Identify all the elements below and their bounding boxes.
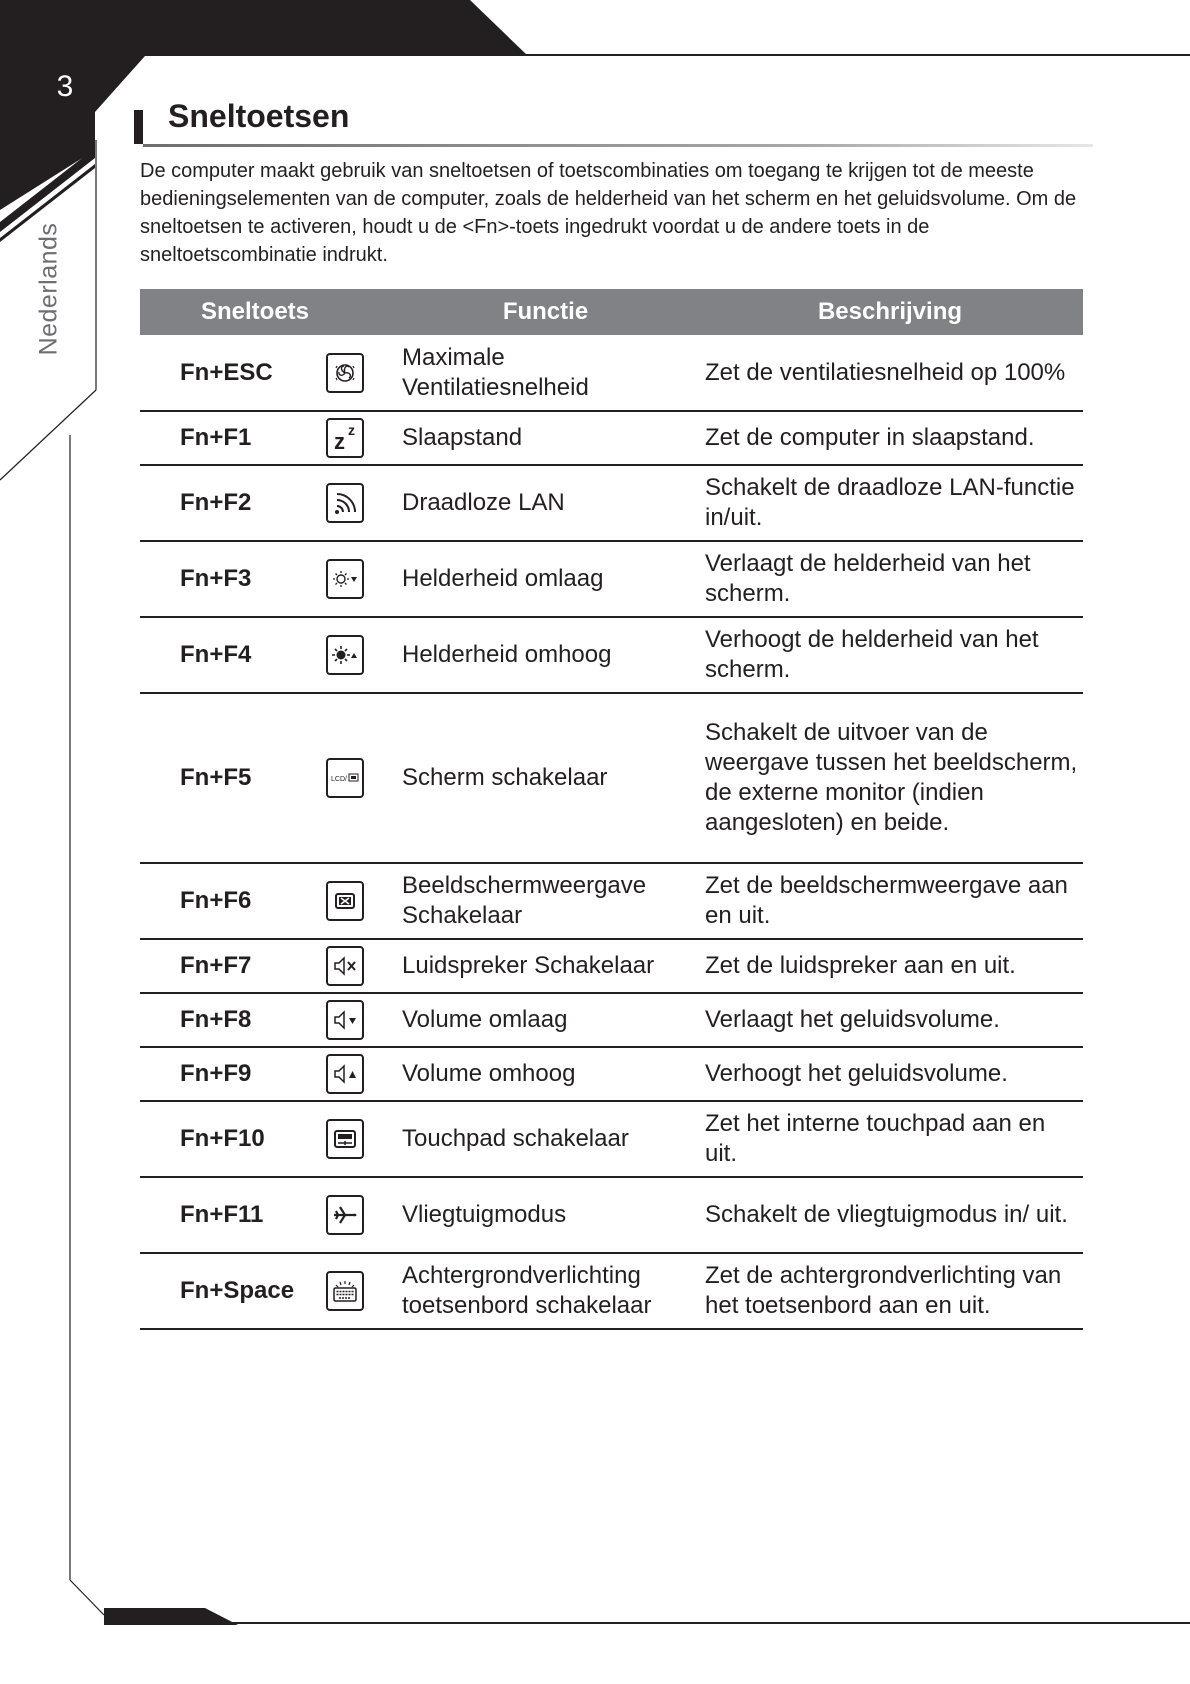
svg-text:z: z [334,429,345,454]
hotkey-cell: Fn+F3 [140,541,320,617]
brightness-up-icon [326,635,364,675]
touchpad-icon [326,1119,364,1159]
display-switch-icon [326,758,364,798]
table-row [140,939,1083,993]
function-cell: Volume omlaag [394,993,697,1047]
hotkey-cell: Fn+F11 [140,1177,320,1253]
function-cell: Slaapstand [394,411,697,465]
function-cell: Touchpad schakelaar [394,1101,697,1177]
header-function: Functie [394,289,697,335]
table-body [140,335,1083,1329]
hotkey-cell: Fn+F6 [140,863,320,939]
hotkey-cell: Fn+F10 [140,1101,320,1177]
description-cell: Zet de beeldschermweergave aan en uit. [697,863,1083,939]
description-cell: Zet de luidspreker aan en uit. [697,939,1083,993]
description-cell: Schakelt de draadloze LAN-functie in/uit. [697,465,1083,541]
function-cell: Volume omhoog [394,1047,697,1101]
hotkey-cell: Fn+F5 [140,693,320,863]
sleep-icon [326,418,364,458]
table-row [140,693,1083,863]
side-diagonal [0,390,96,480]
function-cell: Achtergrondverlichting toetsenbord schakelaar [394,1253,697,1329]
heading-marker [134,110,143,144]
table-row [140,465,1083,541]
keyboard-backlight-icon [326,1271,364,1311]
fan-icon [326,353,364,393]
hotkey-cell: Fn+F1 [140,411,320,465]
table-row [140,1177,1083,1253]
brightness-down-icon [326,559,364,599]
table-header-row [140,289,1083,335]
hotkey-table [140,289,1083,1330]
description-cell: Zet de achtergrondverlichting van het toetsenbord aan en uit. [697,1253,1083,1329]
bottom-diagonal [70,1580,104,1615]
hotkey-cell: Fn+F2 [140,465,320,541]
table-row [140,335,1083,411]
function-cell: Luidspreker Schakelaar [394,939,697,993]
volume-down-icon [326,1000,364,1040]
description-cell: Verlaagt het geluidsvolume. [697,993,1083,1047]
hotkey-cell: Fn+F8 [140,993,320,1047]
hotkey-cell: Fn+ESC [140,335,320,411]
hotkey-cell: Fn+Space [140,1253,320,1329]
airplane-icon [326,1195,364,1235]
section-heading [134,96,1094,148]
table-row [140,411,1083,465]
function-cell: Vliegtuigmodus [394,1177,697,1253]
description-cell: Verhoogt de helderheid van het scherm. [697,617,1083,693]
description-cell: Schakelt de uitvoer van de weergave tussen het beeldscherm, de externe monitor (indien aangesloten) en beide. [697,693,1083,863]
function-cell: Beeldschermweergave Schakelaar [394,863,697,939]
table-row [140,863,1083,939]
header-hotkey: Sneltoets [140,289,320,335]
function-cell: Scherm schakelaar [394,693,697,863]
function-cell: Helderheid omlaag [394,541,697,617]
description-cell: Zet de ventilatiesnelheid op 100% [697,335,1083,411]
function-cell: Draadloze LAN [394,465,697,541]
heading-underline [143,144,1093,147]
speaker-mute-icon [326,946,364,986]
description-cell: Verlaagt de helderheid van het scherm. [697,541,1083,617]
function-cell: Helderheid omhoog [394,617,697,693]
table-row [140,993,1083,1047]
table-row [140,1047,1083,1101]
page-title: Sneltoetsen [168,98,350,134]
wireless-icon [326,483,364,523]
svg-text:LCD/: LCD/ [331,776,347,783]
description-cell: Schakelt de vliegtuigmodus in/ uit. [697,1177,1083,1253]
volume-up-icon [326,1054,364,1094]
description-cell: Zet de computer in slaapstand. [697,411,1083,465]
table-row [140,541,1083,617]
hotkey-cell: Fn+F4 [140,617,320,693]
screen-off-icon [326,881,364,921]
header-description: Beschrijving [697,289,1083,335]
hotkey-cell: Fn+F7 [140,939,320,993]
table-row [140,1253,1083,1329]
page-number: 3 [56,70,74,103]
svg-text:z: z [348,422,355,438]
table-row [140,617,1083,693]
header-icon [320,289,394,335]
hotkey-cell: Fn+F9 [140,1047,320,1101]
function-cell: Maximale Ventilatiesnelheid [394,335,697,411]
intro-paragraph: De computer maakt gebruik van sneltoetsen of toetscombinaties om toegang te krijgen tot de meeste bedieningselementen van de computer, zoals de helderheid van het scherm en het geluidsvolume. Om de sneltoetsen te activeren, houdt u de <Fn>-toets ingedrukt voordat u de andere toets in de sneltoetscombinatie indrukt. [140,160,1077,266]
table-row [140,1101,1083,1177]
description-cell: Zet het interne touchpad aan en uit. [697,1101,1083,1177]
description-cell: Verhoogt het geluidsvolume. [697,1047,1083,1101]
